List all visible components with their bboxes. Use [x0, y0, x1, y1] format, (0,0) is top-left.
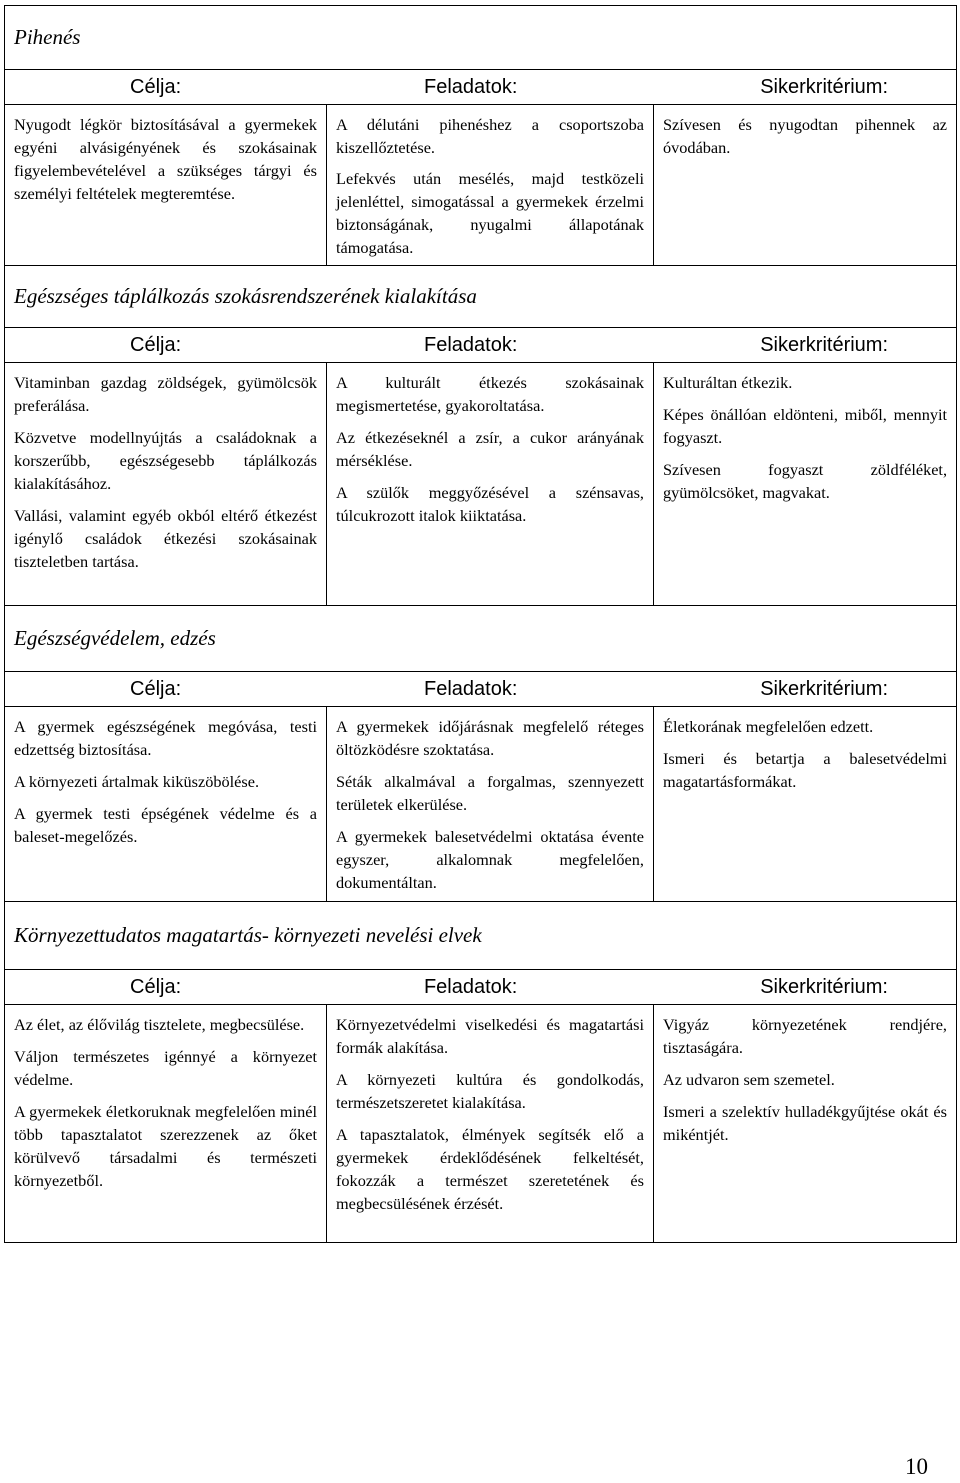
task-text: A gyermekek balesetvédelmi oktatása évente egyszer, alkalomnak megfelelően, dokumentáltan. [336, 827, 644, 892]
criteria-text: Az udvaron sem szemetel. [663, 1070, 835, 1089]
tasks-cell [327, 1005, 654, 1243]
goal-cell [5, 707, 327, 902]
criteria-text: Ismeri és betartja a balesetvédelmi magatartásformákat. [663, 749, 948, 791]
tasks-header: Feladatok: [423, 333, 518, 356]
task-text: A tapasztalatok, élmények segítsék elő a gyermekek érdeklődésének felkeltését, fokozzák a természet szeretetének és megbecsülésének érzését. [336, 1125, 644, 1213]
goal-text: A környezeti ártalmak kiküszöbölése. [14, 772, 260, 791]
goal-text: Vallási, valamint egyéb okból eltérő étkezést igénylő családok étkezési szokásainak tiszteletben tartása. [14, 506, 317, 571]
goal-header: Célja: [130, 677, 182, 700]
tasks-header: Feladatok: [423, 677, 518, 700]
task-text: Lefekvés után mesélés, majd testközeli jelenléttel, simogatással a gyermekek érzelmi biztonságának, nyugalmi állapotának támogatása. [336, 169, 644, 257]
task-text: A délutáni pihenéshez a csoportszoba kiszellőztetése. [336, 115, 644, 157]
criteria-header: Sikerkritérium: [760, 677, 889, 700]
tasks-header: Feladatok: [423, 975, 518, 998]
goal-header: Célja: [130, 975, 182, 998]
tasks-cell [327, 707, 654, 902]
section-nutrition [4, 265, 957, 606]
task-text: A szülők meggyőzésével a szénsavas, túlcukrozott italok kiiktatása. [336, 483, 644, 525]
task-text: A környezeti kultúra és gondolkodás, természetszeretet kialakítása. [336, 1070, 644, 1112]
goal-cell [5, 1005, 327, 1243]
criteria-cell [654, 707, 957, 902]
goal-text: Az élet, az élővilág tisztelete, megbecsülése. [14, 1015, 305, 1034]
goal-text: Nyugodt légkör biztosításával a gyermekek egyéni alvásigényének és szokásainak figyelembevételével a szükséges tárgyi és személyi feltételek megteremtése. [14, 115, 317, 203]
task-text: Környezetvédelmi viselkedési és magatartási formák alakítása. [336, 1015, 644, 1057]
criteria-text: Képes önállóan eldönteni, miből, mennyit fogyaszt. [663, 405, 948, 447]
goal-text: Közvetve modellnyújtás a családoknak a korszerűbb, egészségesebb táplálkozás kialakításához. [14, 428, 317, 493]
criteria-text: Életkorának megfelelően edzett. [663, 717, 874, 736]
section-health [4, 605, 957, 902]
goal-cell [5, 363, 327, 606]
column-headers [5, 328, 957, 363]
section-title: Pihenés [5, 6, 957, 70]
section-title: Egészségvédelem, edzés [5, 606, 957, 672]
section-rest [4, 5, 957, 266]
goal-cell [5, 105, 327, 266]
tasks-cell [327, 105, 654, 266]
goal-text: A gyermekek életkoruknak megfelelően minél több tapasztalatot szerezzenek az őket körülvevő társadalmi és természeti környezetből. [14, 1102, 317, 1190]
tasks-header: Feladatok: [423, 75, 518, 98]
criteria-text: Szívesen fogyaszt zöldféléket, gyümölcsöket, magvakat. [663, 460, 948, 502]
criteria-text: Vigyáz környezetének rendjére, tisztaságára. [663, 1015, 947, 1057]
goal-header: Célja: [130, 75, 182, 98]
section-environment [4, 901, 957, 1243]
criteria-header: Sikerkritérium: [760, 333, 889, 356]
task-text: Az étkezéseknél a zsír, a cukor arányának mérséklése. [336, 428, 644, 470]
criteria-text: Ismeri a szelektív hulladékgyűjtése okát és mikéntjét. [663, 1102, 947, 1144]
criteria-header: Sikerkritérium: [760, 75, 889, 98]
goal-text: A gyermek egészségének megóvása, testi edzettség biztosítása. [14, 717, 317, 759]
goal-text: A gyermek testi épségének védelme és a baleset-megelőzés. [14, 804, 317, 846]
task-text: Séták alkalmával a forgalmas, szennyezett területek elkerülése. [336, 772, 644, 814]
goal-header: Célja: [130, 333, 182, 356]
page-number: 10 [905, 1454, 928, 1479]
criteria-header: Sikerkritérium: [760, 975, 888, 998]
goal-text: Vitaminban gazdag zöldségek, gyümölcsök preferálása. [14, 373, 317, 415]
criteria-text: Szívesen és nyugodtan pihennek az óvodában. [663, 115, 948, 157]
column-headers [5, 672, 957, 707]
column-headers [5, 970, 957, 1005]
criteria-text: Kulturáltan étkezik. [663, 373, 793, 392]
task-text: A gyermekek időjárásnak megfelelő réteges öltözködésre szoktatása. [336, 717, 644, 759]
goal-text: Váljon természetes igénnyé a környezet védelme. [14, 1047, 317, 1089]
criteria-cell [654, 1005, 957, 1243]
section-title: Egészséges táplálkozás szokásrendszerének kialakítása [5, 266, 957, 328]
task-text: A kulturált étkezés szokásainak megismertetése, gyakoroltatása. [336, 373, 644, 415]
criteria-cell [654, 363, 957, 606]
tasks-cell [327, 363, 654, 606]
section-title: Környezettudatos magatartás- környezeti nevelési elvek [5, 902, 957, 970]
document [4, 5, 956, 1243]
column-headers [5, 70, 957, 105]
criteria-cell [654, 105, 957, 266]
